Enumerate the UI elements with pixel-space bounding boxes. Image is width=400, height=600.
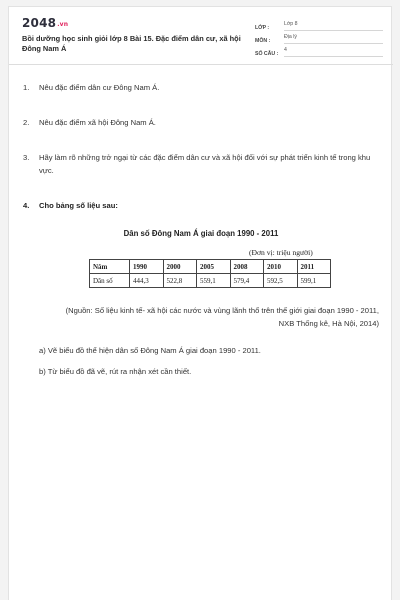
- table-header-cell: 2005: [197, 260, 231, 274]
- table-header-cell: 2010: [264, 260, 298, 274]
- meta-subject-label: MÔN :: [255, 38, 271, 44]
- table-row: [90, 274, 331, 288]
- table-header-cell: 1990: [130, 260, 164, 274]
- worksheet-content: [9, 7, 393, 600]
- table-unit: (Đơn vị: triệu người): [249, 248, 313, 257]
- table-header-cell: 2011: [297, 260, 331, 274]
- meta-question-count-value: 4: [284, 47, 383, 57]
- logo-suffix: .vn: [57, 21, 69, 28]
- table-cell: 599,1: [297, 274, 331, 288]
- table-header-row: [90, 260, 331, 274]
- table-cell: 579,4: [230, 274, 264, 288]
- meta-subject-value: Địa lý: [284, 34, 383, 44]
- population-table: [89, 259, 331, 288]
- question-number: 1.: [23, 83, 30, 92]
- table-header-cell: Năm: [90, 260, 130, 274]
- table-header-cell: 2008: [230, 260, 264, 274]
- meta-class-label: LỚP :: [255, 25, 270, 31]
- table-cell: 444,3: [130, 274, 164, 288]
- document-title: Bồi dưỡng học sinh giỏi lớp 8 Bài 15. Đặc điểm dân cư, xã hội Đông Nam Á: [22, 34, 241, 53]
- table-header-cell: 2000: [163, 260, 197, 274]
- table-cell: Dân số: [90, 274, 130, 288]
- question-number: 2.: [23, 118, 30, 127]
- question-text: Cho bảng số liệu sau:: [39, 201, 118, 210]
- meta-class-value: Lớp 8: [284, 21, 383, 31]
- table-cell: 559,1: [197, 274, 231, 288]
- table-cell: 522,8: [163, 274, 197, 288]
- meta-question-count-label: SỐ CÂU :: [255, 51, 279, 57]
- data-source-note: (Nguồn: Số liệu kinh tế- xã hội các nước và vùng lãnh thổ trên thế giới giai đoạn 1990 - 2011, NXB Thống kê, Hà Nội, 2014): [65, 306, 379, 328]
- table-title: Dân số Đông Nam Á giai đoạn 1990 - 2011: [123, 229, 279, 238]
- question-text: Hãy làm rõ những trở ngại từ các đặc điểm dân cư và xã hội đối với sự phát triển kinh tế trong khu vực.: [39, 153, 371, 175]
- question-number: 4.: [23, 201, 30, 210]
- subquestion-a: a) Vẽ biểu đồ thể hiện dân số Đông Nam Á giai đoạn 1990 - 2011.: [39, 346, 261, 355]
- subquestion-b: b) Từ biểu đồ đã vẽ, rút ra nhận xét cần thiết.: [39, 367, 192, 376]
- logo-main: 2048: [22, 16, 57, 30]
- worksheet-page: [8, 6, 392, 600]
- table-cell: 592,5: [264, 274, 298, 288]
- question-text: Nêu đặc điểm xã hội Đông Nam Á.: [39, 118, 156, 127]
- question-number: 3.: [23, 153, 30, 162]
- question-text: Nêu đặc điểm dân cư Đông Nam Á.: [39, 83, 160, 92]
